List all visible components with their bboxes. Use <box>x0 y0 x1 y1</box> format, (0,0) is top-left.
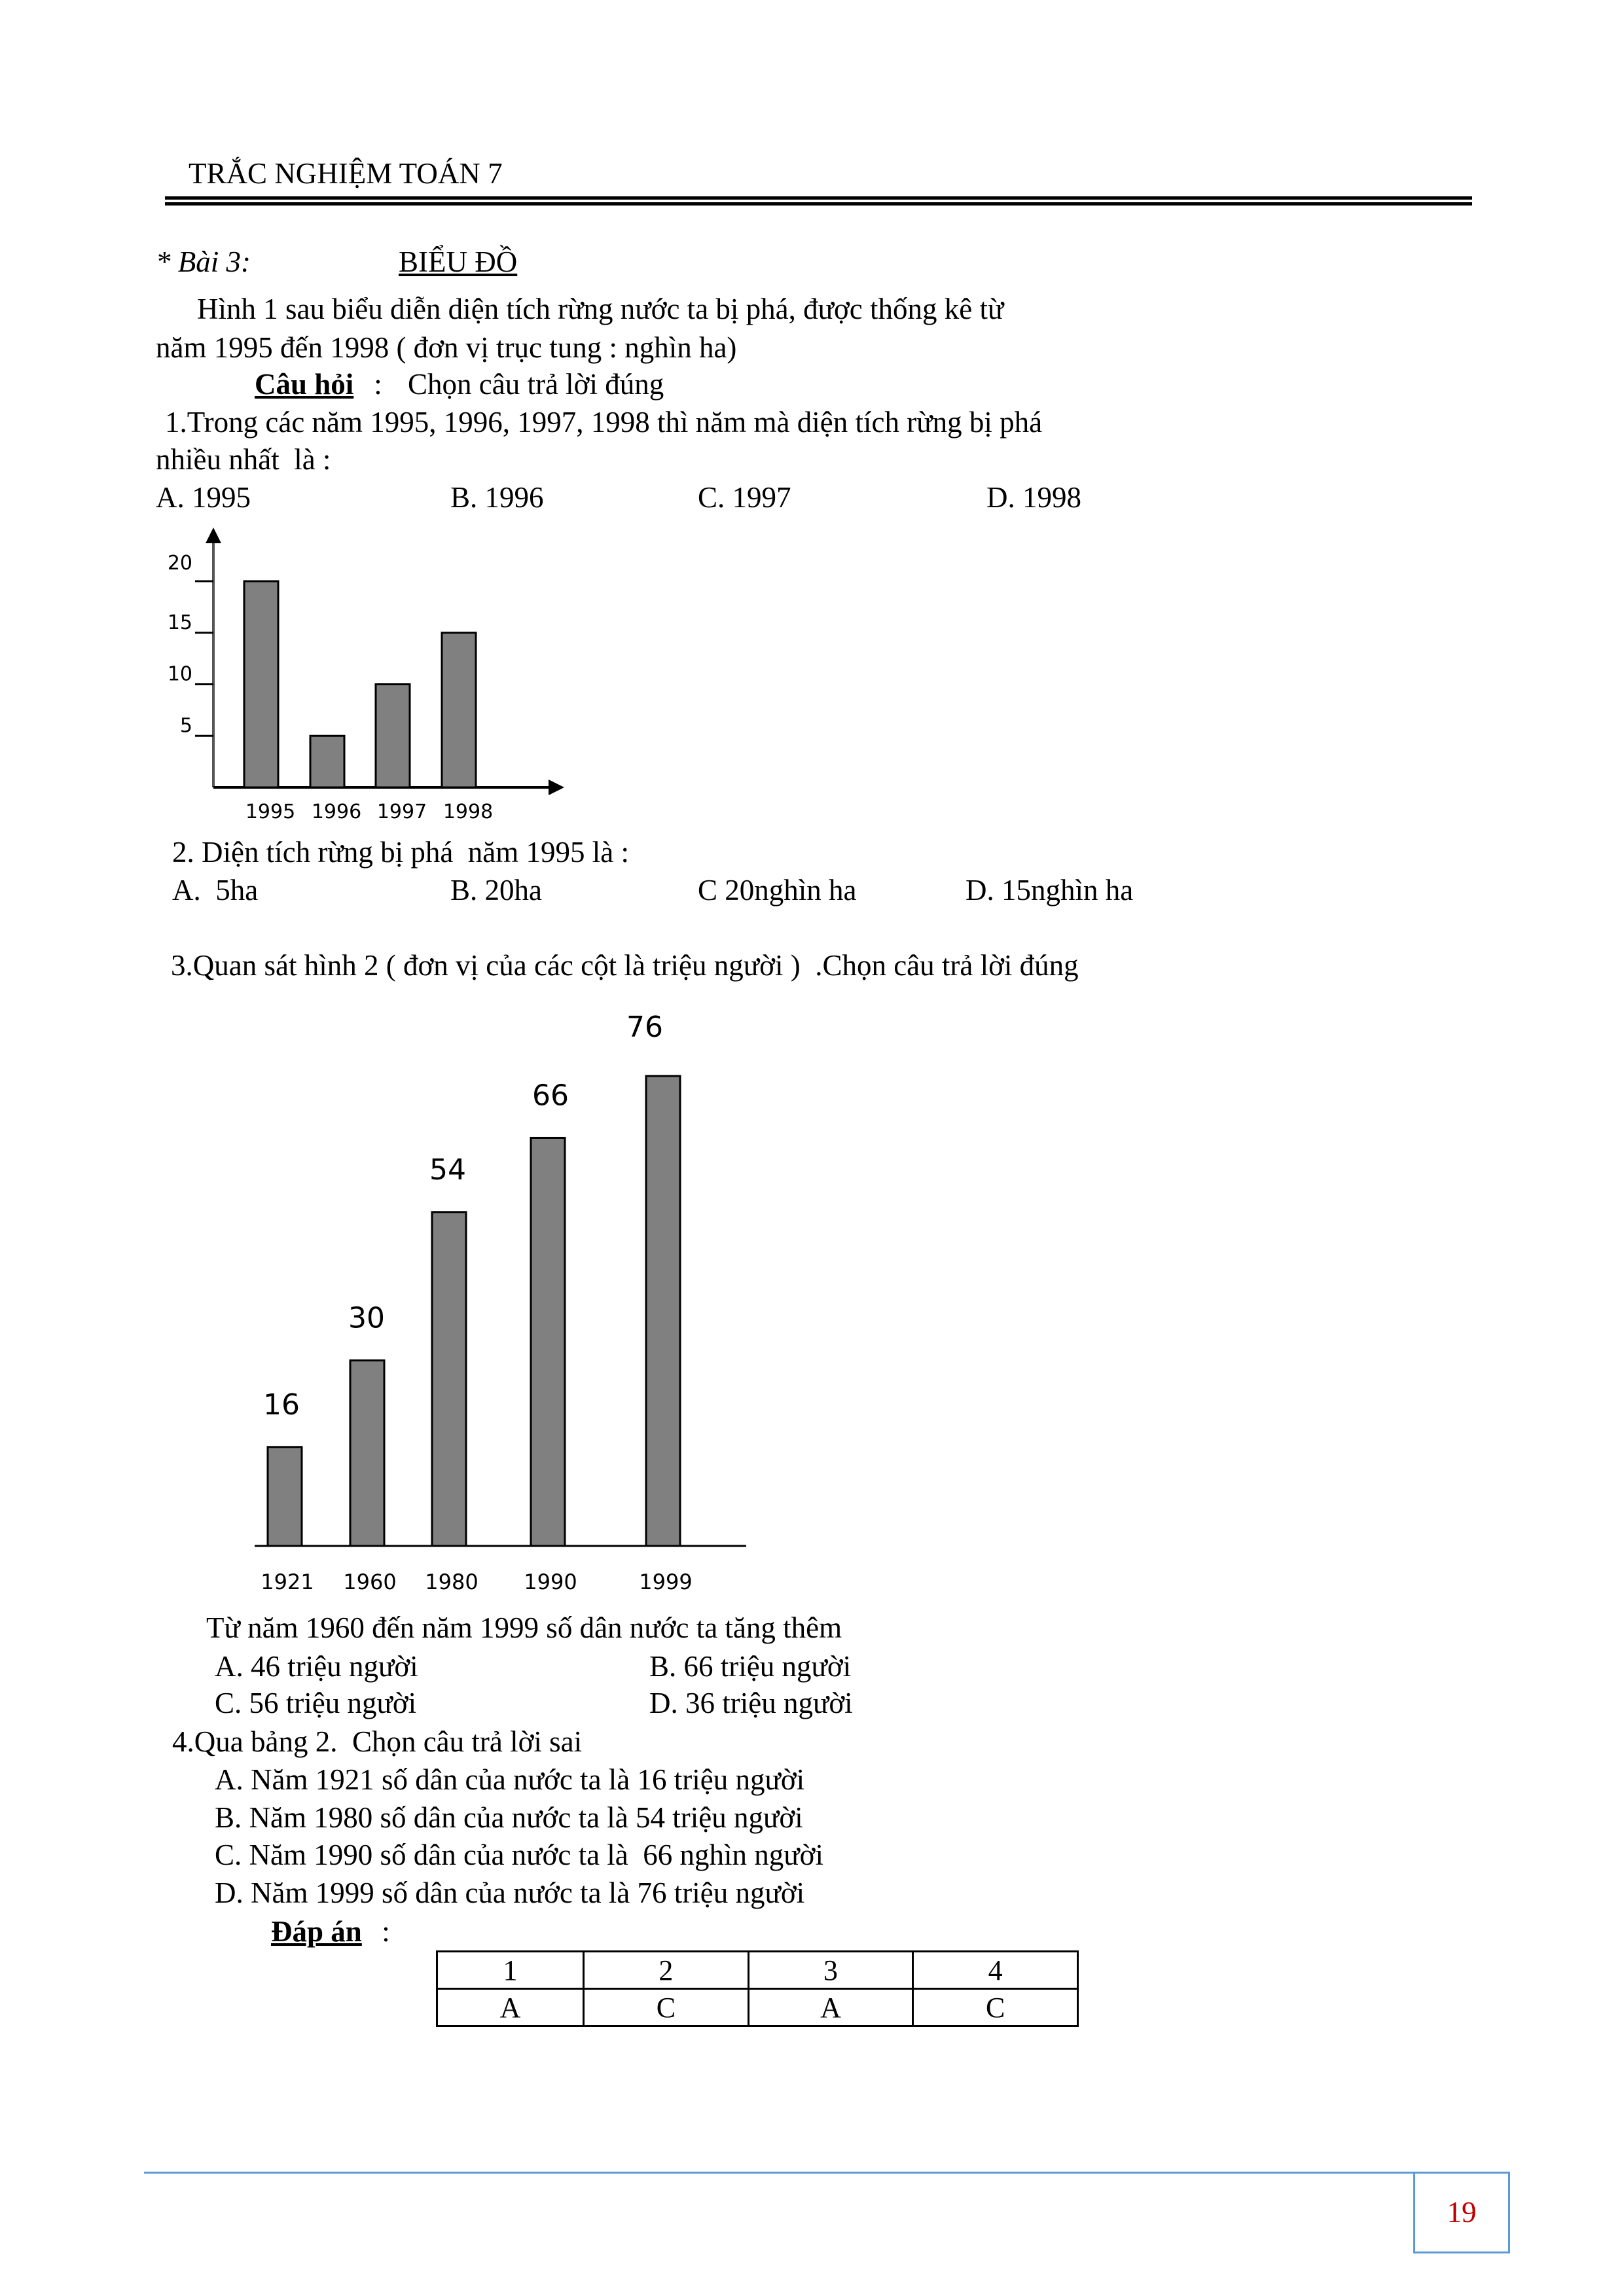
q1-option-d[interactable]: D. 1998 <box>986 481 1081 514</box>
chart2-x-label: 1921 <box>261 1570 314 1594</box>
answer-table <box>436 1950 1079 2027</box>
q3-option-c[interactable]: C. 56 triệu người <box>215 1687 417 1719</box>
answer-header-cell: 3 <box>748 1952 913 1989</box>
prompt-label: Câu hỏi <box>255 368 354 401</box>
answer-value-cell: C <box>584 1989 749 2026</box>
q3-question: Từ năm 1960 đến năm 1999 số dân nước ta tăng thêm <box>206 1611 842 1644</box>
intro-line-2: năm 1995 đến 1998 ( đơn vị trục tung : nghìn ha) <box>156 331 737 364</box>
chart2-data-label: 54 <box>429 1153 466 1187</box>
q4-text: 4.Qua bảng 2. Chọn câu trả lời sai <box>172 1725 583 1758</box>
chart1-x-label: 1995 <box>245 800 296 823</box>
q2-text: 2. Diện tích rừng bị phá năm 1995 là : <box>172 836 630 869</box>
answer-header-cell: 4 <box>913 1952 1078 1989</box>
chart2-bar <box>531 1138 565 1546</box>
chart1-x-label: 1998 <box>442 800 494 823</box>
answer-table-header-row <box>437 1952 1078 1989</box>
chart1-y-tick-label: 15 <box>167 611 192 634</box>
answer-header-cell: 1 <box>437 1952 584 1989</box>
chart1-bar <box>442 633 476 787</box>
answer-value-cell: A <box>748 1989 913 2026</box>
chart1-y-tick-label: 20 <box>167 552 192 575</box>
q2-option-a[interactable]: A. 5ha <box>172 874 259 906</box>
q3-text: 3.Quan sát hình 2 ( đơn vị của các cột là triệu người ) .Chọn câu trả lời đúng <box>171 949 1079 982</box>
q1-option-b[interactable]: B. 1996 <box>450 481 544 514</box>
q4-option-d[interactable]: D. Năm 1999 số dân của nước ta là 76 triệu người <box>215 1876 805 1909</box>
chart1-x-axis-arrow <box>549 780 564 795</box>
chart2-x-label: 1999 <box>639 1570 693 1594</box>
chart2-x-label: 1980 <box>425 1570 478 1594</box>
chart2-x-label: 1960 <box>343 1570 397 1594</box>
q1-option-a[interactable]: A. 1995 <box>156 481 251 514</box>
chart2-data-label: 76 <box>626 1011 663 1044</box>
q2-option-c[interactable]: C 20nghìn ha <box>698 874 857 906</box>
chart1-y-axis-arrow <box>206 528 221 543</box>
chart2-data-label: 16 <box>263 1388 300 1422</box>
prompt-sep: : <box>367 368 382 401</box>
answer-value-cell: A <box>437 1989 584 2026</box>
chart2-bar <box>350 1361 384 1546</box>
section-title: BIỂU ĐỒ <box>399 245 518 278</box>
q1-line-1: 1.Trong các năm 1995, 1996, 1997, 1998 thì năm mà diện tích rừng bị phá <box>165 406 1043 439</box>
q2-option-d[interactable]: D. 15nghìn ha <box>965 874 1134 906</box>
header-title: TRẮC NGHIỆM TOÁN 7 <box>189 157 503 190</box>
chart1-x-label: 1996 <box>311 800 362 823</box>
answer-header-cell: 2 <box>584 1952 749 1989</box>
chart2-bar <box>432 1212 466 1546</box>
q3-option-b[interactable]: B. 66 triệu người <box>649 1650 852 1683</box>
chart1-x-label: 1997 <box>376 800 427 823</box>
q4-option-a[interactable]: A. Năm 1921 số dân của nước ta là 16 triệu người <box>215 1763 805 1796</box>
q1-option-c[interactable]: C. 1997 <box>698 481 791 514</box>
answer-value-cell: C <box>913 1989 1078 2026</box>
footer-rule <box>144 2172 1414 2174</box>
chart1-bar <box>244 581 278 787</box>
q2-option-b[interactable]: B. 20ha <box>450 874 542 906</box>
chart1-bar <box>310 736 344 787</box>
q1-line-2: nhiều nhất là : <box>156 443 331 476</box>
q3-option-d[interactable]: D. 36 triệu người <box>649 1687 853 1719</box>
chart1-y-tick-label: 10 <box>167 662 192 686</box>
q4-option-b[interactable]: B. Năm 1980 số dân của nước ta là 54 triệu người <box>215 1801 803 1834</box>
chart2-x-label: 1990 <box>524 1570 577 1594</box>
chart2-data-label: 30 <box>348 1301 385 1335</box>
chart1-y-tick-label: 5 <box>179 714 192 738</box>
page-number: 19 <box>1447 2196 1477 2229</box>
chart2-data-label: 66 <box>532 1079 569 1113</box>
prompt-text: Chọn câu trả lời đúng <box>408 368 664 401</box>
chart2-bar <box>646 1076 680 1546</box>
chart1-bar <box>376 685 410 788</box>
q4-option-c[interactable]: C. Năm 1990 số dân của nước ta là 66 nghìn người <box>215 1839 823 1871</box>
section-label: * Bài 3: <box>156 245 251 278</box>
intro-line-1: Hình 1 sau biểu diễn diện tích rừng nước ta bị phá, được thống kê từ <box>197 293 1004 325</box>
q3-option-a[interactable]: A. 46 triệu người <box>215 1650 418 1683</box>
answers-label: Đáp án <box>271 1915 362 1948</box>
chart2-bar <box>268 1447 302 1546</box>
answers-sep: : <box>374 1915 390 1948</box>
answer-table-value-row <box>437 1989 1078 2026</box>
